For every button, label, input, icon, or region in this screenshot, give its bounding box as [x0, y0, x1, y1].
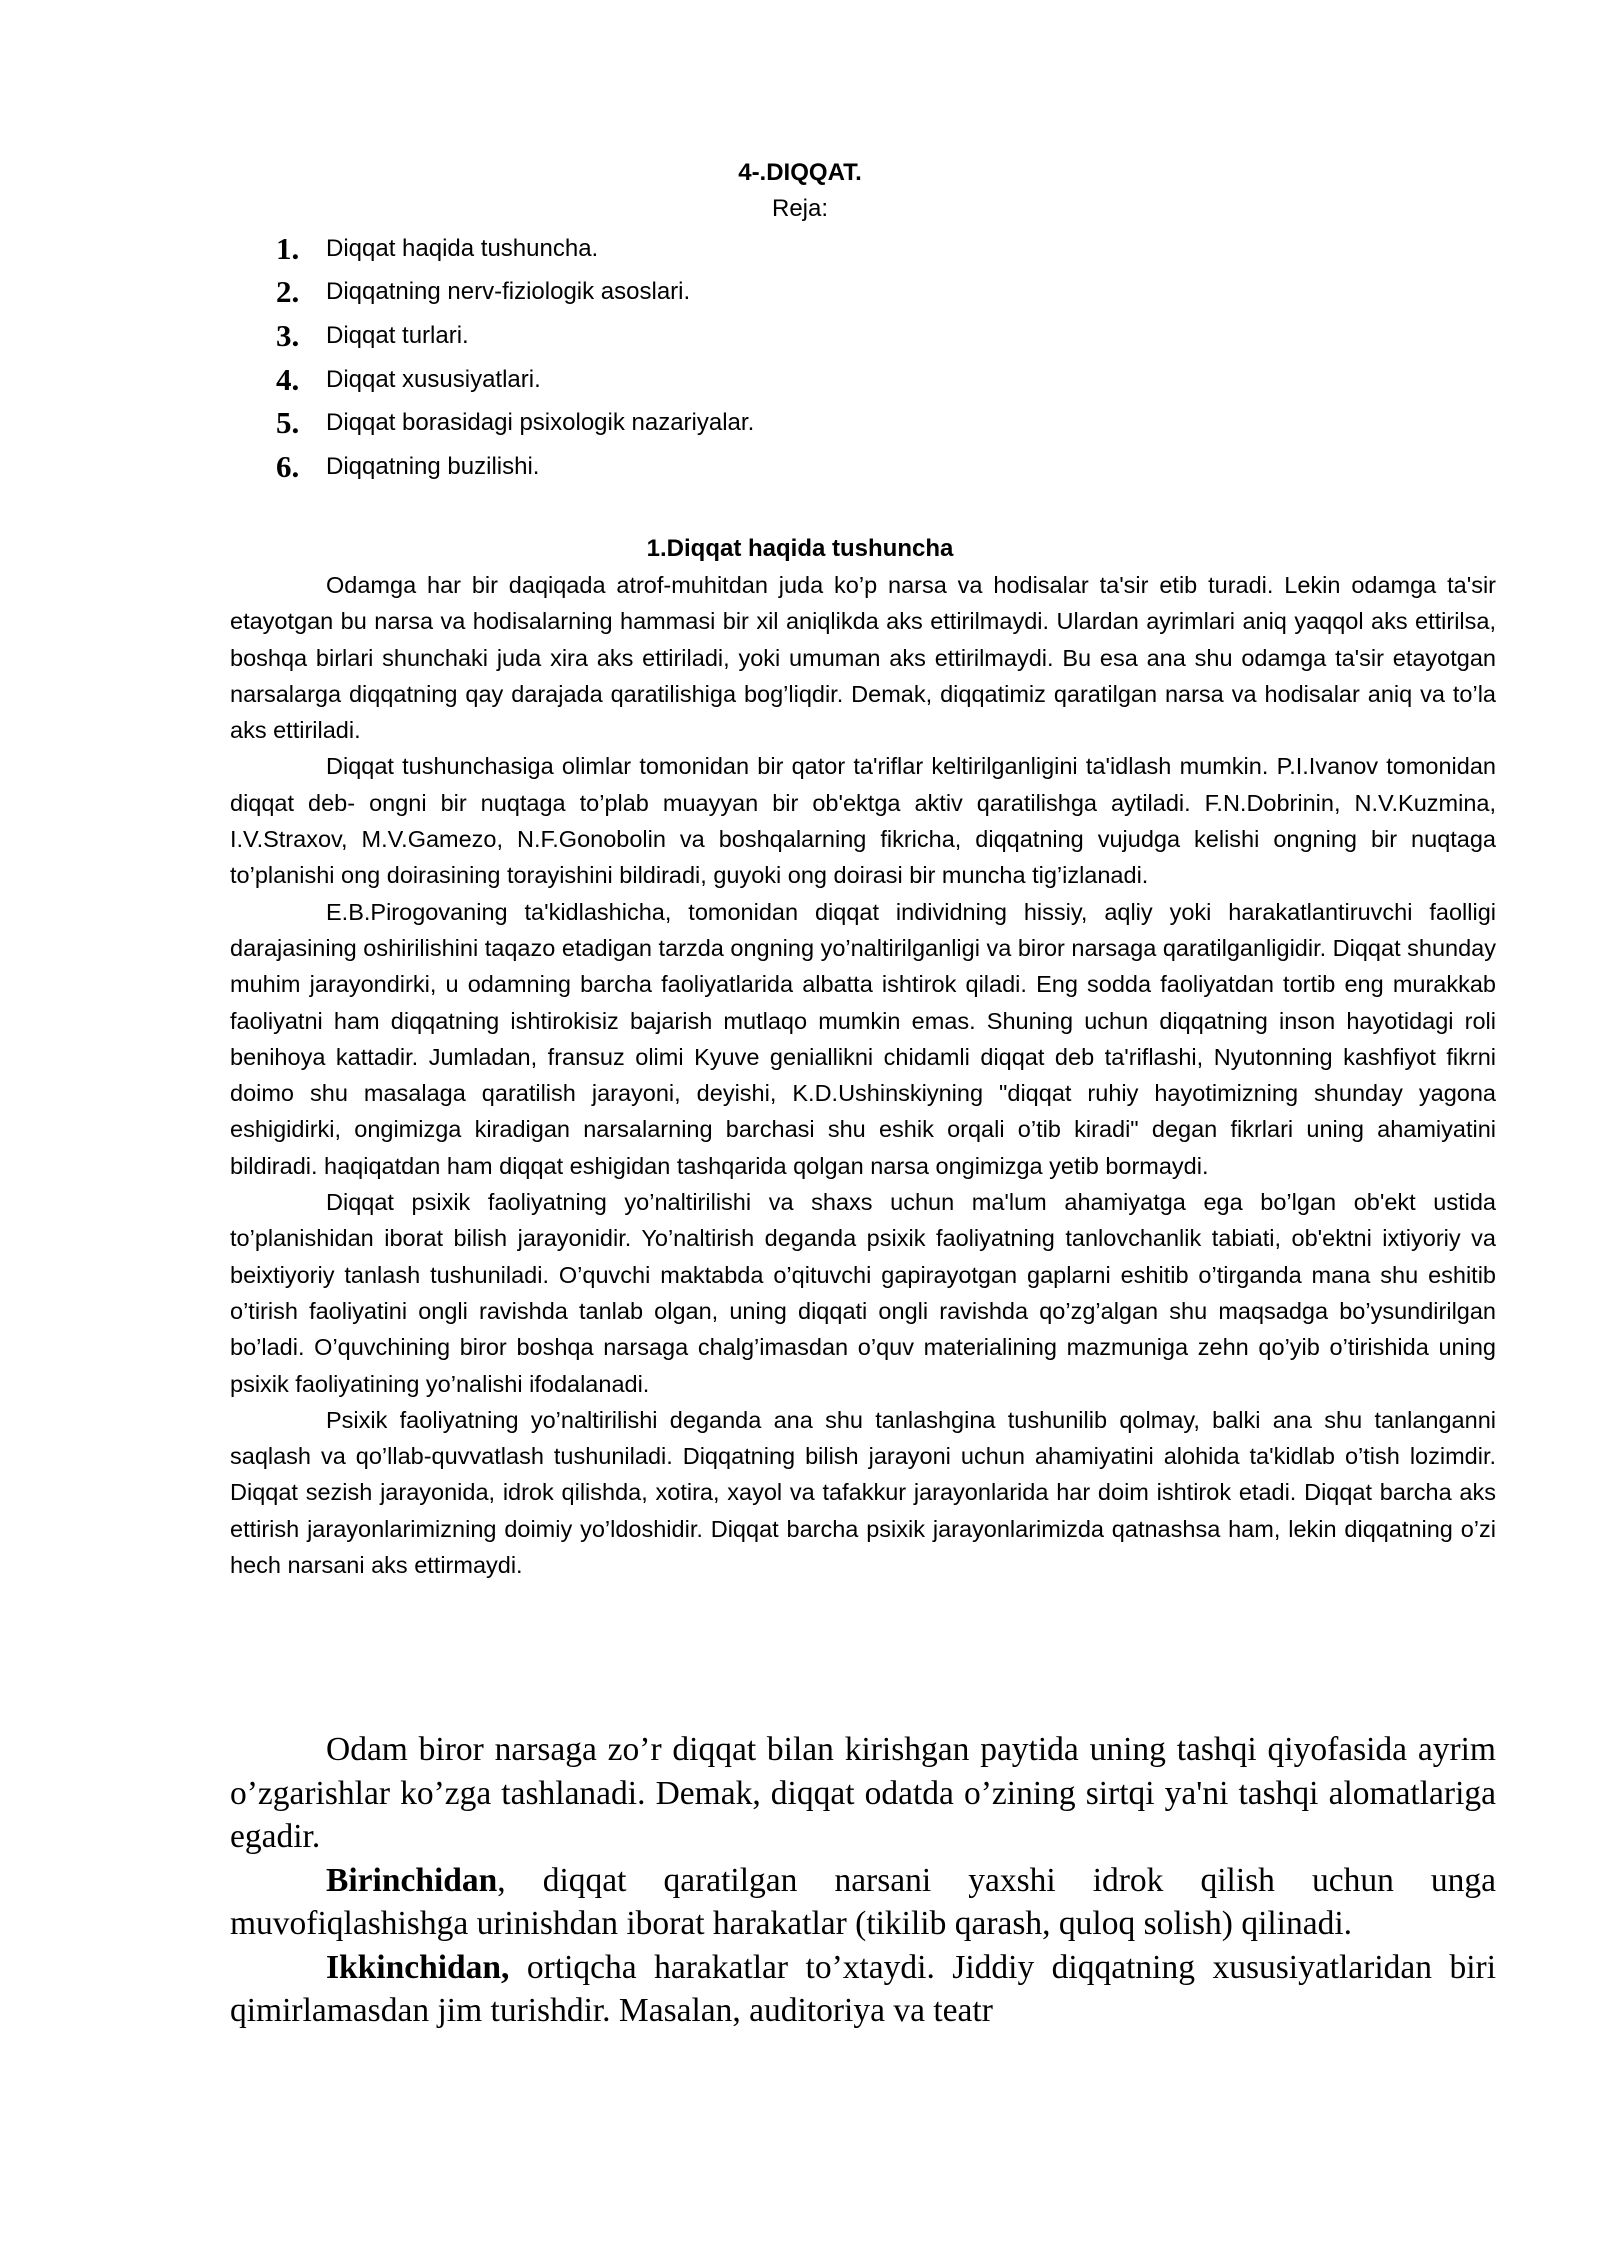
serif-paragraph-lead: Birinchidan [326, 1861, 498, 1899]
plan-item-text: Diqqat turlari. [326, 321, 469, 349]
section-heading: 1.Diqqat haqida tushuncha [646, 535, 954, 562]
plan-item-number: 1. [276, 230, 300, 266]
plan-item [276, 227, 754, 271]
section-body [230, 567, 1496, 1583]
body-paragraph: Odamga har bir daqiqada atrof-muhitdan juda ko’p narsa va hodisalar ta'sir etib turadi. Lekin odamga ta'sir etayotgan bu narsa va hodisalarning hammasi bir xil aniqlikda aks ettirilmaydi. Ulardan ayrimlari aniq yaqqol aks ettirilsa, boshqa birlari shunchaki juda xira aks ettiriladi, yoki umuman aks ettirilmaydi. Bu esa ana shu odamga ta'sir etayotgan narsalarga diqqatning qay darajada qaratilishiga bog’liqdir. Demak, diqqatimiz qaratilgan narsa va hodisalar aniq va to’la aks ettiriladi. [230, 572, 1496, 744]
body-paragraph: E.B.Pirogovaning ta'kidlashicha, tomonidan diqqat individning hissiy, aqliy yoki harakatlantiruvchi faolligi darajasining oshirilishini taqazo etadigan tarzda ongning yo’naltirilganligi va biror narsaga qaratilganligidir. Diqqat shunday muhim jarayondirki, u odamning barcha faoliyatlarida albatta ishtirok qiladi. Eng sodda faoliyatdan tortib eng murakkab faoliyatni ham diqqatning ishtirokisiz bajarish mutlaqo mumkin emas. Shuning uchun diqqatning inson hayotidagi roli benihoya kattadir. Jumladan, fransuz olimi Kyuve geniallikni chidamli diqqat deb ta'riflashi, Nyutonning kashfiyot fikrni doimo shu masalaga qaratilish jarayoni, deyishi, K.D.Ushinskiyning "diqqat ruhiy hayotimizning shunday yagona eshigidirki, ongimizga kiradigan narsalarning barchasi shu eshik orqali o’tib kiradi" degan fikrlari uning ahamiyatini bildiradi. haqiqatdan ham diqqat eshigidan tashqarida qolgan narsa ongimizga yetib bormaydi. [230, 898, 1496, 1179]
serif-paragraph-text: Odam biror narsaga zo’r diqqat bilan kirishgan paytida uning tashqi qiyofasida ayrim o’zgarishlar ko’zga tashlanadi. Demak, diqqat odatda o’zining sirtqi ya'ni tashqi alomatlariga egadir. [230, 1731, 1496, 1855]
serif-paragraph-text: ortiqcha harakatlar to’xtaydi. Jiddiy diqqatning xususiyatlaridan biri qimirlamasdan jim turishdir. Masalan, auditoriya va teatr [230, 1948, 1496, 2029]
serif-paragraph-text: , diqqat qaratilgan narsani yaxshi idrok qilish uchun unga muvofiqlashishga urinishdan iborat harakatlar (tikilib qarash, quloq solish) qilinadi. [230, 1861, 1496, 1942]
plan-item [276, 445, 754, 489]
body-paragraph: Diqqat tushunchasiga olimlar tomonidan bir qator ta'riflar keltirilganligini ta'idlash mumkin. P.I.Ivanov tomonidan diqqat deb- ongni bir nuqtaga to’plab muayyan bir ob'ektga aktiv qaratilishga aytiladi. F.N.Dobrinin, N.V.Kuzmina, I.V.Straxov, M.V.Gamezo, N.F.Gonobolin va boshqalarning fikricha, diqqatning vujudga kelishi ongning bir nuqtaga to’planishi ong doirasining torayishini bildiradi, guyoki ong doirasi bir muncha tig’izlanadi. [230, 753, 1496, 889]
plan-list [276, 227, 754, 489]
plan-item-number: 5. [276, 405, 300, 441]
plan-item [276, 314, 754, 358]
plan-item-number: 2. [276, 274, 300, 310]
plan-heading: Reja: [771, 195, 829, 222]
body-paragraph: Diqqat psixik faoliyatning yo’naltirilishi va shaxs uchun ma'lum ahamiyatga ega bo’lgan ob'ekt ustida to’planishidan iborat bilish jarayonidir. Yo’naltirish deganda psixik faoliyatning tanlovchanlik tabiati, ob'ektni ixtiyoriy va beixtiyoriy tanlash tushuniladi. O’quvchi maktabda o’qituvchi gapirayotgan gaplarni eshitib o’tirganda mana shu eshitib o’tirish faoliyatini ongli ravishda tanlab olgan, uning diqqati ongli ravishda qo’zg’algan shu maqsadga bo’ysundirilgan bo’ladi. O’quvchining biror boshqa narsaga chalg’imasdan o’quv materialining mazmuniga zehn qo’yib o’tirishida uning psixik faoliyatining yo’nalishi ifodalanadi. [230, 1189, 1496, 1397]
serif-paragraph [230, 1859, 1496, 1946]
plan-item-number: 3. [276, 317, 300, 353]
plan-item-text: Diqqatning buzilishi. [326, 452, 540, 480]
plan-item-text: Diqqatning nerv-fiziologik asoslari. [326, 278, 691, 306]
body-paragraph: Psixik faoliyatning yo’naltirilishi deganda ana shu tanlashgina tushunilib qolmay, balki ana shu tanlanganni saqlash va qo’llab-quvvatlash tushuniladi. Diqqatning bilish jarayoni uchun ahamiyatini alohida ta'kidlab o’tish lozimdir. Diqqat sezish jarayonida, idrok qilishda, xotira, xayol va tafakkur jarayonlarida har doim ishtirok etadi. Diqqat barcha aks ettirish jarayonlarimizning doimiy yo’ldoshidir. Diqqat barcha psixik jarayonlarimizda qatnashsa ham, lekin diqqatning o’zi hech narsani aks ettirmaydi. [230, 1406, 1496, 1579]
serif-body [230, 1728, 1496, 2033]
serif-paragraph [230, 1728, 1496, 1859]
plan-item [276, 401, 754, 445]
plan-item-text: Diqqat borasidagi psixologik nazariyalar. [326, 409, 755, 437]
document-title: 4-.DIQQAT. [738, 159, 862, 186]
serif-paragraph [230, 1946, 1496, 2033]
plan-item-number: 6. [276, 448, 300, 484]
plan-item [276, 358, 754, 402]
plan-item-text: Diqqat haqida tushuncha. [326, 234, 599, 262]
plan-item-number: 4. [276, 361, 300, 397]
plan-item [276, 271, 754, 315]
serif-paragraph-lead: Ikkinchidan, [326, 1948, 510, 1986]
plan-item-text: Diqqat xususiyatlari. [326, 365, 541, 393]
